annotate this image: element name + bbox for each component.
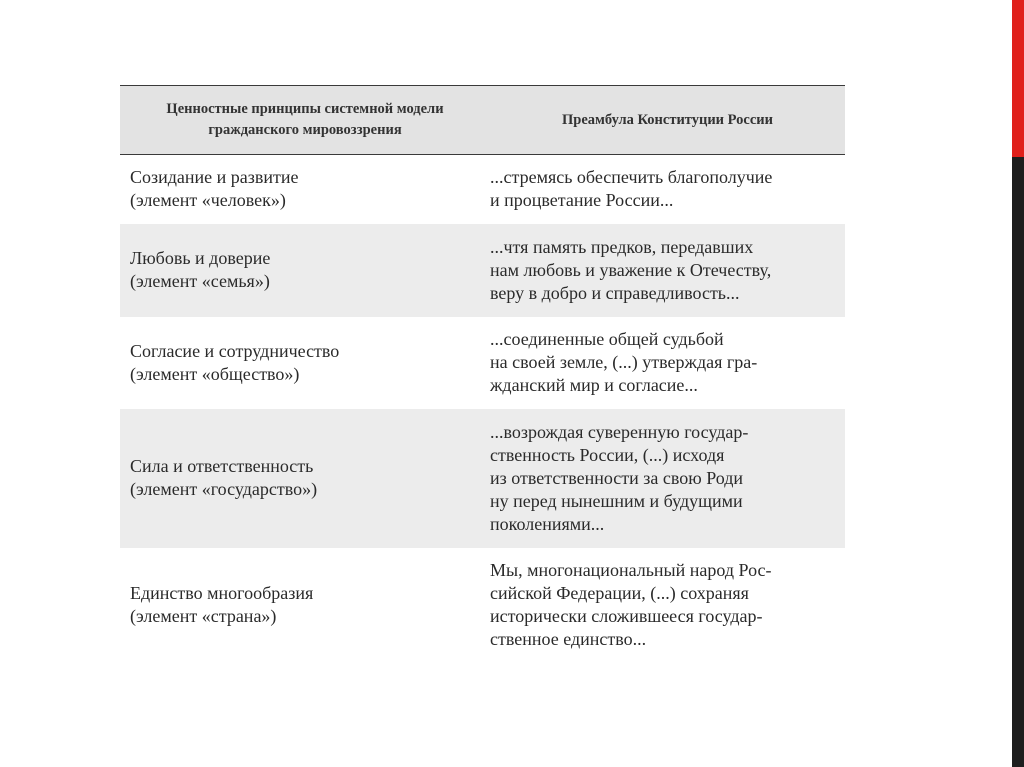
- preamble-line: ...чтя память предков, передавших: [490, 236, 754, 257]
- principle-cell: [120, 409, 490, 548]
- principle-cell: [120, 155, 490, 224]
- preamble-line: ...соединенные общей судьбой: [490, 329, 724, 349]
- principle-name: Согласие и сотрудничество: [130, 340, 340, 361]
- preamble-line: исторически сложившееся государ-: [490, 606, 763, 626]
- header-preamble: Преамбула Конституции России: [490, 86, 845, 155]
- preamble-line: поколениями...: [490, 513, 605, 534]
- principle-element: (элемент «страна»): [130, 606, 277, 626]
- preamble-line: на своей земле, (...) утверждая гра-: [490, 352, 758, 372]
- principle-element: (элемент «семья»): [130, 271, 270, 291]
- principle-cell: [120, 548, 490, 663]
- principle-element: (элемент «человек»): [130, 190, 286, 211]
- preamble-line: ственность России, (...) исходя: [490, 444, 725, 465]
- preamble-line: веру в добро и справедливость...: [490, 282, 740, 303]
- comparison-table: [120, 85, 845, 663]
- table-row: [120, 155, 845, 224]
- preamble-line: жданский мир и согласие...: [490, 375, 698, 395]
- preamble-line: сийской Федерации, (...) сохраняя: [490, 583, 749, 603]
- principle-element: (элемент «государство»): [130, 479, 318, 499]
- preamble-cell: [490, 224, 845, 317]
- principle-name: Единство многообразия: [130, 583, 314, 603]
- preamble-cell: [490, 548, 845, 663]
- principle-name: Любовь и доверие: [130, 248, 271, 268]
- preamble-cell: [490, 317, 845, 409]
- preamble-line: нам любовь и уважение к Отечеству,: [490, 259, 772, 280]
- table-row: [120, 317, 845, 409]
- accent-bar-red: [1012, 0, 1024, 157]
- preamble-line: из ответственности за свою Роди: [490, 467, 744, 488]
- preamble-cell: [490, 155, 845, 224]
- table-row: [120, 548, 845, 663]
- preamble-line: ственное единство...: [490, 629, 647, 649]
- preamble-line: Мы, многонациональный народ Рос-: [490, 560, 772, 580]
- preamble-line: и процветание России...: [490, 190, 674, 211]
- table-row: [120, 224, 845, 317]
- principle-element: (элемент «общество»): [130, 363, 300, 384]
- accent-bar-dark: [1012, 157, 1024, 767]
- table-row: [120, 409, 845, 548]
- principle-cell: [120, 317, 490, 409]
- preamble-line: ...стремясь обеспечить благополучие: [490, 167, 773, 188]
- preamble-cell: [490, 409, 845, 548]
- principle-name: Созидание и развитие: [130, 167, 299, 188]
- preamble-line: ...возрождая суверенную государ-: [490, 421, 749, 442]
- preamble-line: ну перед нынешним и будущими: [490, 490, 743, 511]
- header-principles: Ценностные принципы системной модели гражданского мировоззрения: [120, 86, 490, 155]
- table-header-row: [120, 86, 845, 155]
- principle-cell: [120, 224, 490, 317]
- principle-name: Сила и ответственность: [130, 456, 314, 476]
